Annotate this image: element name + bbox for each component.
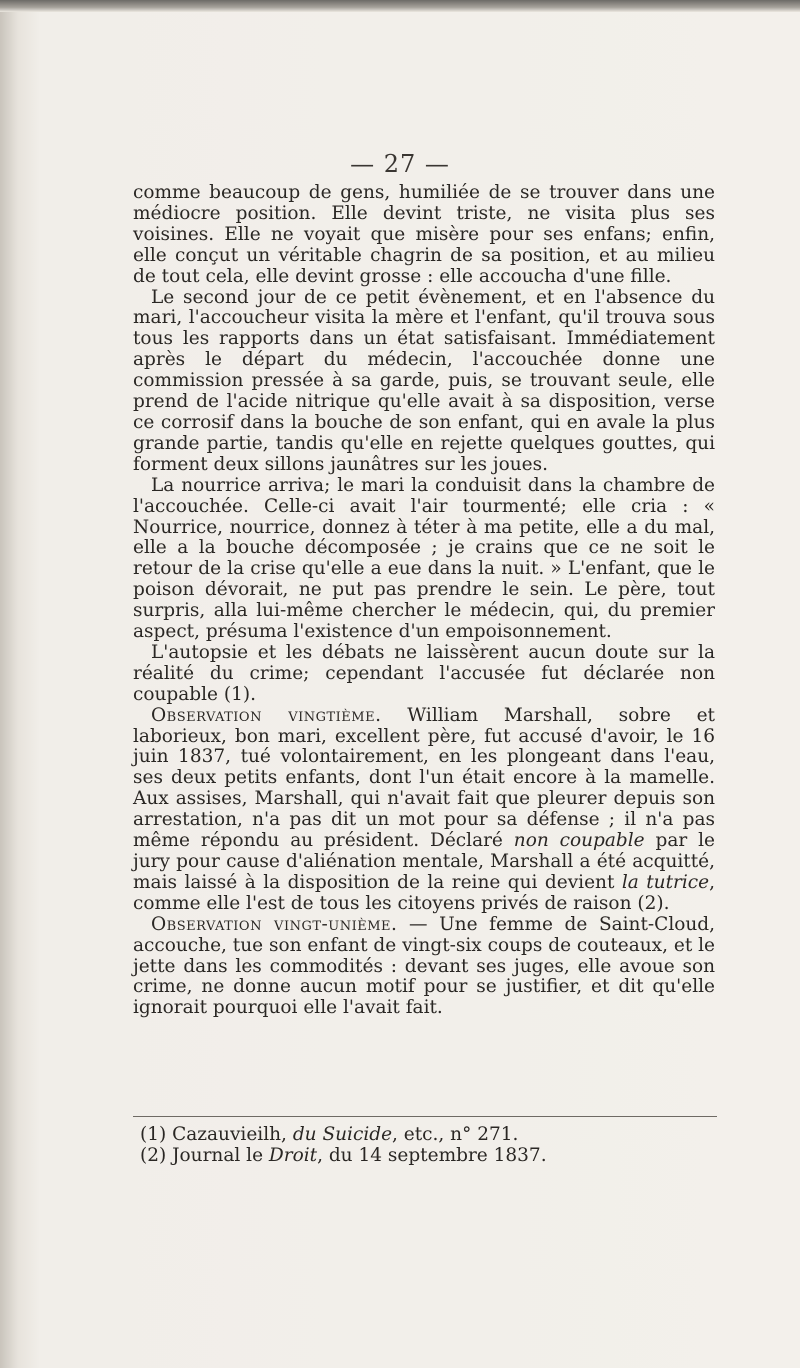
footnote-1-title: du Suicide — [292, 1124, 393, 1145]
footnote-2-ref: , du 14 septembre 1837. — [317, 1145, 547, 1166]
paragraph: L'autopsie et les débats ne laissèrent aucun doute sur la réalité du crime; cependant l'accusée fut déclarée non coupable (1). — [133, 641, 715, 705]
observation-20-text-3: , comme elle l'est de tous les citoyens privés de raison (2). — [133, 871, 715, 914]
paragraph: La nourrice arriva; le mari la conduisit dans la chambre de l'accouchée. Celle-ci avait l'air tourmenté; elle cria : « Nourrice, nourrice, donnez à téter à ma petite, elle a du mal, elle a la bouche décomposée ; je crains que ce ne soit le retour de la crise qu'elle a eue dans la nuit. » L'enfant, que le poison dévorait, ne put pas prendre le sein. Le père, tout surpris, alla lui-même chercher le médecin, qui, du premier aspect, présuma l'existence d'un empoisonnement. — [133, 474, 715, 643]
observation-20-text-2: par le jury pour cause d'aliénation mentale, Marshall a été acquitté, mais laissé à la disposition de la reine qui devient — [133, 830, 716, 893]
footnote-1 — [140, 1124, 720, 1145]
observation-20 — [133, 706, 715, 915]
page-number: — 27 — — [350, 150, 450, 178]
paragraph: Le second jour de ce petit évènement, et en l'absence du mari, l'accoucheur visita la mère et l'enfant, qu'il trouva sous tous les rapports dans un état satisfaisant. Immédiatement après le départ du médecin, l'accouchée donne une commission pressée à sa garde, puis, se trouvant seule, elle prend de l'acide nitrique qu'elle avait à sa disposition, verse ce corrosif dans la bouche de son enfant, qui en avale la plus grande partie, tandis qu'elle en rejette quelques gouttes, qui forment deux sillons jaunâtres sur les joues. — [133, 286, 715, 475]
observation-20-text-1: William Marshall, sobre et laborieux, bon mari, excellent père, fut accusé d'avoir, le 16 juin 1837, tué volontairement, en les plongeant dans l'eau, ses deux petits enfants, dont l'un était encore à la mamelle. Aux assises, Marshall, qui n'avait fait que pleurer depuis son arrestation, n'a pas dit un mot pour sa défense ; il n'a pas même répondu au président. Déclaré — [133, 704, 715, 852]
footnote-2-text: Journal le — [166, 1145, 269, 1166]
footnote-divider — [133, 1116, 717, 1117]
footnote-2 — [140, 1145, 720, 1166]
paragraph-continuation: comme beaucoup de gens, humiliée de se trouver dans une médiocre position. Elle devint triste, ne visita plus ses voisines. Elle ne voyait que misère pour ses enfans; enfin, elle conçut un véritable chagrin de sa position, et au milieu de tout cela, elle devint grosse : elle accoucha d'une fille. — [133, 182, 715, 287]
observation-21-heading: Observation vingt-unième. — [151, 913, 398, 935]
footnotes — [140, 1124, 720, 1166]
footnote-1-text: Cazauvieilh, — [166, 1124, 293, 1145]
scan-top-edge — [0, 0, 800, 12]
observation-21 — [133, 915, 715, 1020]
footnote-2-title: Droit — [268, 1145, 318, 1166]
observation-21-text: — Une femme de Saint-Cloud, accouche, tue son enfant de vingt-six coups de couteaux, et le jette dans les commodités : devant ses juges, elle avoue son crime, ne donne aucun motif pour se justifier, et dit qu'elle ignorait pourquoi elle l'avait fait. — [133, 913, 716, 1019]
observation-20-italic-2: la tutrice — [621, 871, 710, 893]
footnote-1-marker: (1) — [140, 1124, 167, 1145]
footnote-1-ref: , etc., n° 271. — [392, 1124, 519, 1145]
body-text — [133, 183, 715, 1019]
footnote-2-marker: (2) — [140, 1145, 167, 1166]
observation-20-heading: Observation vingtième. — [151, 704, 382, 726]
observation-20-italic-1: non coupable — [513, 830, 645, 852]
